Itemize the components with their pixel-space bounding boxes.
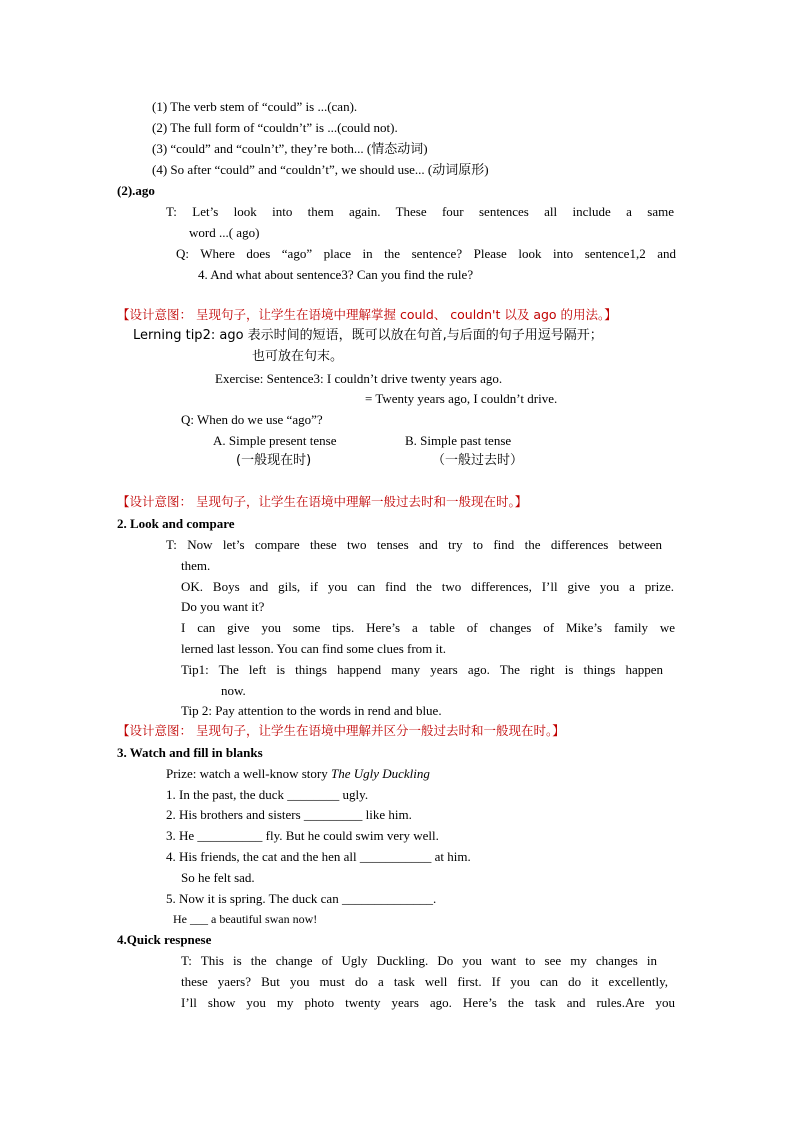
look-line5: I can give you some tips. Here’s a table of changes of Mike’s family we [181,620,675,635]
learning-tip2-line2: 也可放在句末。 [252,349,344,364]
option-b-chinese: （一般过去时） [432,453,524,468]
ago-q-line1: Q: Where does “ago” place in the sentence? Please look into sentence1,2 and [176,246,676,261]
design-note-2: 【设计意图： 呈现句子，让学生在语境中理解一般过去时和一般现在时。】 [117,494,528,509]
option-b: B. Simple past tense [405,433,512,448]
quick-line2: these yaers? But you must do a task well first. If you can do it excellently, [181,974,668,989]
look-line4: Do you want it? [181,599,265,614]
ago-t-line1: T: Let’s look into them again. These four sentences all include a same [166,204,674,219]
look-compare-heading: 2. Look and compare [117,516,235,531]
exercise-line1: Exercise: Sentence3: I couldn’t drive twenty years ago. [215,371,503,386]
quick-line1: T: This is the change of Ugly Duckling. Do you want to see my changes in [181,953,657,968]
prize-line [166,765,430,783]
blank-item-6: He ___ a beautiful swan now! [173,912,318,926]
option-a: A. Simple present tense [213,433,337,448]
look-line2: them. [181,558,211,573]
ago-q-line2: 4. And what about sentence3? Can you find the rule? [198,267,474,282]
look-line9: Tip 2: Pay attention to the words in rend and blue. [181,703,442,718]
question-ago: Q: When do we use “ago”? [181,412,323,427]
blank-item-5: 5. Now it is spring. The duck can ______________. [166,891,437,906]
blank-item-2: 2. His brothers and sisters _________ like him. [166,807,412,822]
quick-line3: I’ll show you my photo twenty years ago. Here’s the task and rules.Are you [181,995,675,1010]
blank-item-3: 3. He __________ fly. But he could swim very well. [166,828,439,843]
look-line3: OK. Boys and gils, if you can find the two differences, I’ll give you a prize. [181,579,674,594]
watch-heading: 3. Watch and fill in blanks [117,745,263,760]
could-item-4: (4) So after “could” and “couldn’t”, we should use... (动词原形) [152,162,489,177]
look-line1: T: Now let’s compare these two tenses and try to find the differences between [166,537,662,552]
could-item-1: (1) The verb stem of “could” is ...(can). [152,99,358,114]
prize-prefix: Prize: watch a well-know story [166,766,331,781]
blank-item-4: 4. His friends, the cat and the hen all ___________ at him. [166,849,471,864]
look-line8: now. [221,683,246,698]
blank-item-4-cont: So he felt sad. [181,870,255,885]
exercise-line2: = Twenty years ago, I couldn’t drive. [365,391,558,406]
blank-item-1: 1. In the past, the duck ________ ugly. [166,787,369,802]
design-note-1: 【设计意图： 呈现句子，让学生在语境中理解掌握 could、 couldn't 以及 ago 的用法。】 [117,307,617,322]
look-line6: lerned last lesson. You can find some clues from it. [181,641,447,656]
design-note-3: 【设计意图： 呈现句子，让学生在语境中理解并区分一般过去时和一般现在时。】 [117,723,565,738]
ago-heading: (2).ago [117,183,155,198]
could-item-3: (3) “could” and “couln’t”, they’re both... (情态动词) [152,141,428,156]
quick-response-heading: 4.Quick respnese [117,932,212,947]
learning-tip2-line1: Lerning tip2: ago 表示时间的短语，既可以放在句首,与后面的句子用逗号隔开； [133,328,603,343]
story-title: The Ugly Duckling [330,766,430,781]
could-item-2: (2) The full form of “couldn’t” is ...(could not). [152,120,398,135]
look-line7: Tip1: The left is things happend many years ago. The right is things happen [181,662,663,677]
option-a-chinese: (一般现在时) [236,453,312,468]
ago-t-line2: word ...( ago) [189,225,260,240]
